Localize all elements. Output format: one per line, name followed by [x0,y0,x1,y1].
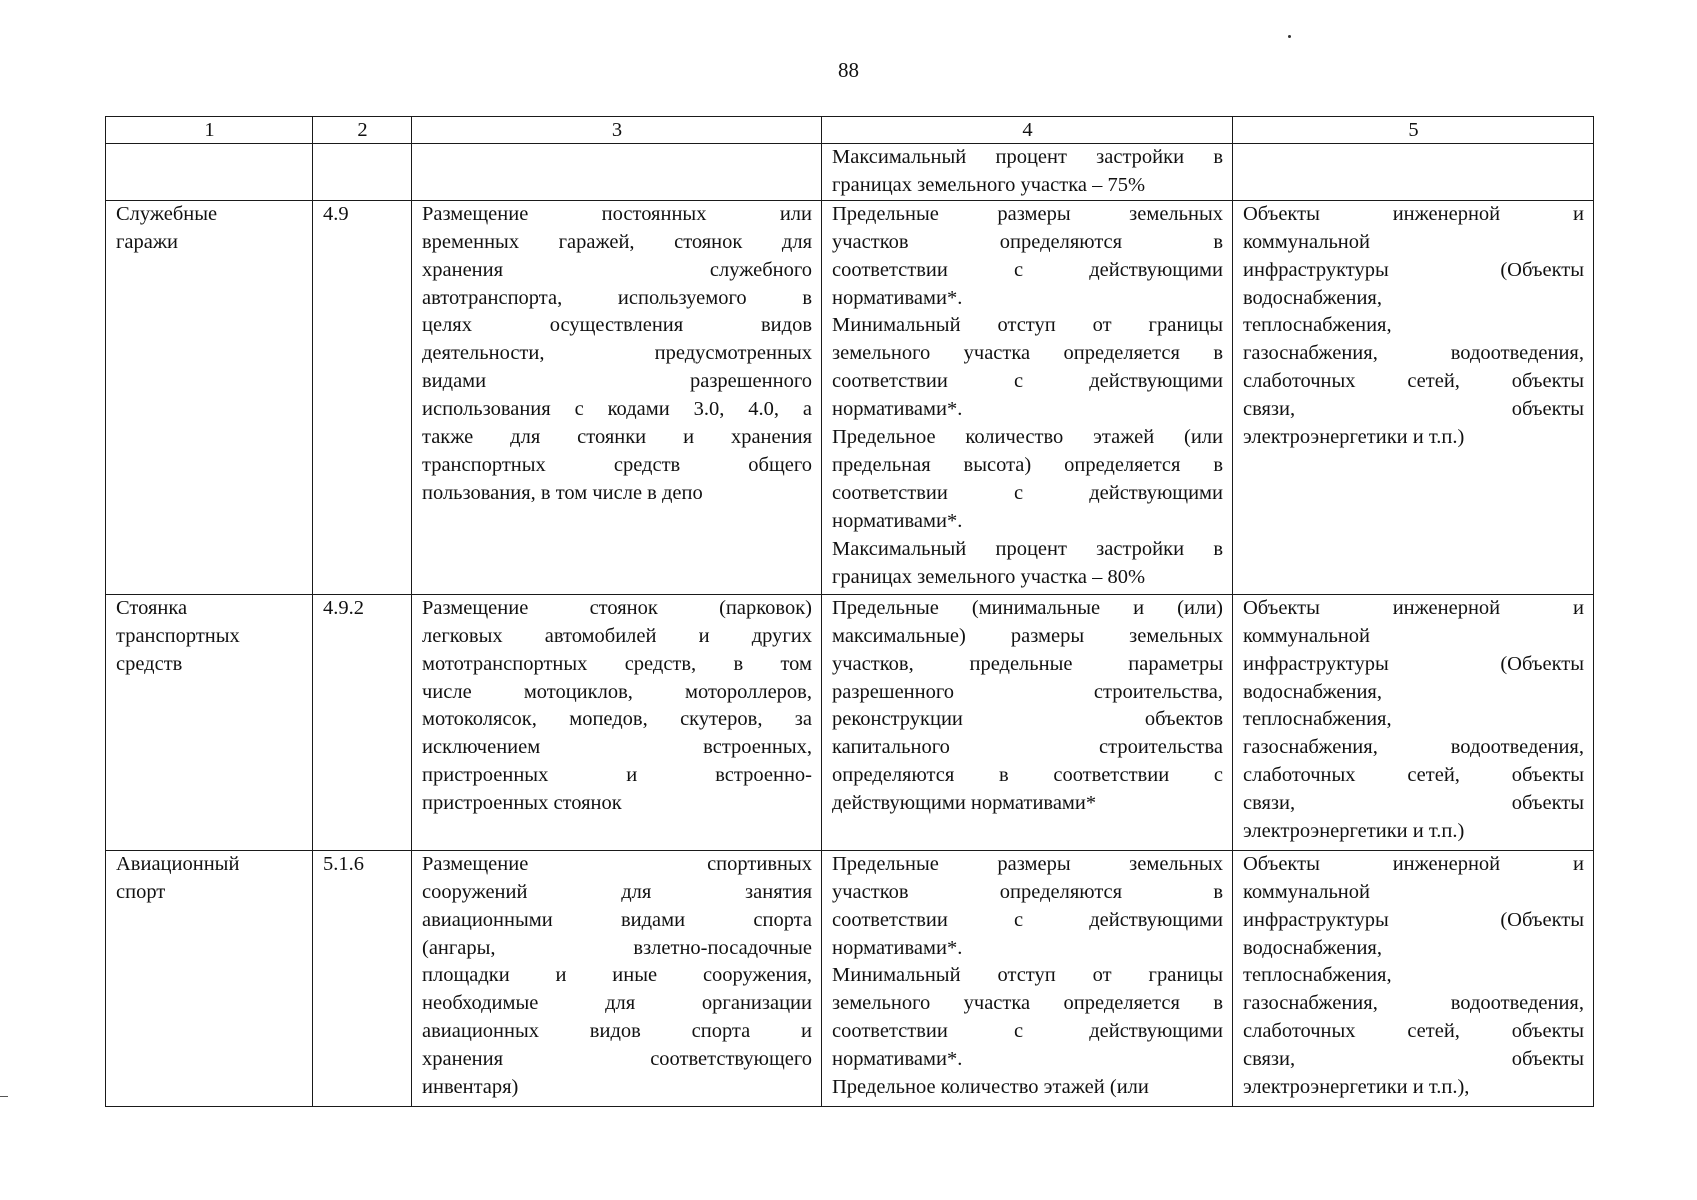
land-use-description [412,850,822,1106]
column-number-3: 3 [412,117,822,144]
column-number-1: 1 [106,117,313,144]
cell-text-line: границах земельного участка – 75% [832,173,1146,196]
cell-text-line: спорт [116,880,166,903]
cell-text-line: слаботочных сетей, объекты [1243,1020,1584,1043]
table-row [106,200,1594,594]
cell-text-line: коммунальной [1243,880,1370,903]
margin-mark [0,1096,8,1097]
page-number: 88 [838,58,859,82]
cell-text-line: электроэнергетики и т.п.) [1243,820,1465,843]
cell-text-line: видами разрешенного [422,370,812,393]
continuation-cell-description [412,144,822,201]
land-use-code: 5.1.6 [313,850,412,1106]
land-use-code: 4.9.2 [313,594,412,850]
cell-text-line: газоснабжения, водоотведения, [1243,736,1584,759]
cell-text-line: Стоянка [116,596,188,619]
cell-text-line: Предельное количество этажей (или [832,426,1223,449]
cell-text-line: гаражи [116,230,178,253]
cell-text-line: использования с кодами 3.0, 4.0, а [422,398,812,421]
cell-text-line: Авиационный [116,852,240,875]
cell-text-line: теплоснабжения, [1243,964,1392,987]
cell-text-line: транспортных [116,624,240,647]
cell-text-line: Предельные размеры земельных [832,852,1223,875]
table-row [106,850,1594,1106]
cell-text-line: нормативами*. [832,286,963,309]
cell-text-line: площадки и иные сооружения, [422,964,812,987]
cell-text-line: теплоснабжения, [1243,708,1392,731]
cell-text-line: Размещение постоянных или [422,202,812,225]
cell-text-line: инфраструктуры (Объекты [1243,258,1584,281]
continuation-cell-name [106,144,313,201]
land-use-infrastructure [1233,200,1594,594]
continuation-cell-parameters [822,144,1233,201]
cell-text-line: участков, предельные параметры [832,652,1223,675]
cell-text-line: разрешенного строительства, [832,680,1223,703]
cell-text-line: Объекты инженерной и [1243,202,1584,225]
cell-text-line: Предельное количество этажей (или [832,1076,1149,1099]
cell-text-line: исключением встроенных, [422,736,812,759]
cell-text-line: авиационных видов спорта и [422,1020,812,1043]
cell-text-line: хранения служебного [422,258,812,281]
column-number-2: 2 [313,117,412,144]
cell-text-line: водоснабжения, [1243,680,1382,703]
cell-text-line: временных гаражей, стоянок для [422,230,812,253]
table-header-row [106,117,1594,144]
cell-text-line: мотоколясок, мопедов, скутеров, за [422,708,812,731]
cell-text-line: также для стоянки и хранения [422,426,812,449]
land-use-parameters [822,850,1233,1106]
cell-text-line: участков определяются в [832,230,1223,253]
cell-text-line: соответствии с действующими [832,1020,1223,1043]
cell-text-line: максимальные) размеры земельных [832,624,1223,647]
cell-text-line: пристроенных и встроенно- [422,764,812,787]
table-row [106,594,1594,850]
land-use-infrastructure [1233,594,1594,850]
cell-text-line: числе мотоциклов, мотороллеров, [422,680,812,703]
cell-text-line: (ангары, взлетно-посадочные [422,936,812,959]
continuation-row [106,144,1594,201]
cell-text-line: авиационными видами спорта [422,908,812,931]
cell-text-line: капитального строительства [832,736,1223,759]
cell-text-line: Размещение спортивных [422,852,812,875]
cell-text-line: предельная высота) определяется в [832,453,1223,476]
cell-text-line: Максимальный процент застройки в [832,146,1223,168]
land-use-name [106,850,313,1106]
cell-text-line: Служебные [116,202,218,225]
land-use-parameters [822,594,1233,850]
cell-text-line: Размещение стоянок (парковок) [422,596,812,619]
cell-text-line: пристроенных стоянок [422,792,622,815]
cell-text-line: инвентаря) [422,1076,519,1099]
cell-text-line: деятельности, предусмотренных [422,342,812,365]
cell-text-line: соответствии с действующими [832,370,1223,393]
cell-text-line: слаботочных сетей, объекты [1243,764,1584,787]
cell-text-line: земельного участка определяется в [832,992,1223,1015]
cell-text-line: связи, объекты [1243,1048,1584,1071]
cell-text-line: легковых автомобилей и других [422,624,812,647]
land-use-description [412,594,822,850]
cell-text-line: газоснабжения, водоотведения, [1243,992,1584,1015]
cell-text-line: земельного участка определяется в [832,342,1223,365]
cell-text-line: слаботочных сетей, объекты [1243,370,1584,393]
cell-text-line: действующими нормативами* [832,792,1097,815]
land-use-name [106,594,313,850]
cell-text-line: участков определяются в [832,880,1223,903]
cell-text-line: определяются в соответствии с [832,764,1223,787]
cell-text-line: инфраструктуры (Объекты [1243,652,1584,675]
cell-text-line: нормативами*. [832,936,963,959]
land-use-name [106,200,313,594]
cell-text-line: связи, объекты [1243,398,1584,421]
cell-text-line: границах земельного участка – 80% [832,565,1146,588]
cell-text-line: нормативами*. [832,398,963,421]
cell-text-line: пользования, в том числе в депо [422,481,703,504]
cell-text-line: газоснабжения, водоотведения, [1243,342,1584,365]
cell-text-line: средств [116,652,183,675]
cell-text-line: Максимальный процент застройки в [832,537,1223,560]
cell-text-line: Объекты инженерной и [1243,852,1584,875]
cell-text-line: коммунальной [1243,230,1370,253]
cell-text-line: реконструкции объектов [832,708,1223,731]
cell-text-line: нормативами*. [832,509,963,532]
cell-text-line: инфраструктуры (Объекты [1243,908,1584,931]
cell-text-line: целях осуществления видов [422,314,812,337]
cell-text-line: теплоснабжения, [1243,314,1392,337]
land-use-description [412,200,822,594]
cell-text-line: электроэнергетики и т.п.) [1243,426,1465,449]
land-use-table [105,116,1594,1107]
cell-text-line: транспортных средств общего [422,453,812,476]
land-use-code: 4.9 [313,200,412,594]
column-number-5: 5 [1233,117,1594,144]
cell-text-line: соответствии с действующими [832,481,1223,504]
cell-text-line: Объекты инженерной и [1243,596,1584,619]
cell-text-line: мототранспортных средств, в том [422,652,812,675]
cell-text-line: соответствии с действующими [832,258,1223,281]
cell-text-line: соответствии с действующими [832,908,1223,931]
cell-text-line: автотранспорта, используемого в [422,286,812,309]
cell-text-line: хранения соответствующего [422,1048,812,1071]
land-use-infrastructure [1233,850,1594,1106]
cell-text-line: водоснабжения, [1243,936,1382,959]
cell-text-line: связи, объекты [1243,792,1584,815]
continuation-cell-infrastructure [1233,144,1594,201]
cell-text-line: водоснабжения, [1243,286,1382,309]
land-use-parameters [822,200,1233,594]
continuation-cell-code [313,144,412,201]
cell-text-line: Минимальный отступ от границы [832,964,1223,987]
cell-text-line: необходимые для организации [422,992,812,1015]
column-number-4: 4 [822,117,1233,144]
cell-text-line: Предельные (минимальные и (или) [832,596,1223,619]
cell-text-line: нормативами*. [832,1048,963,1071]
cell-text-line: электроэнергетики и т.п.), [1243,1076,1470,1099]
cell-text-line: сооружений для занятия [422,880,812,903]
scan-speck [1288,35,1291,38]
cell-text-line: Предельные размеры земельных [832,202,1223,225]
cell-text-line: Минимальный отступ от границы [832,314,1223,337]
cell-text-line: коммунальной [1243,624,1370,647]
